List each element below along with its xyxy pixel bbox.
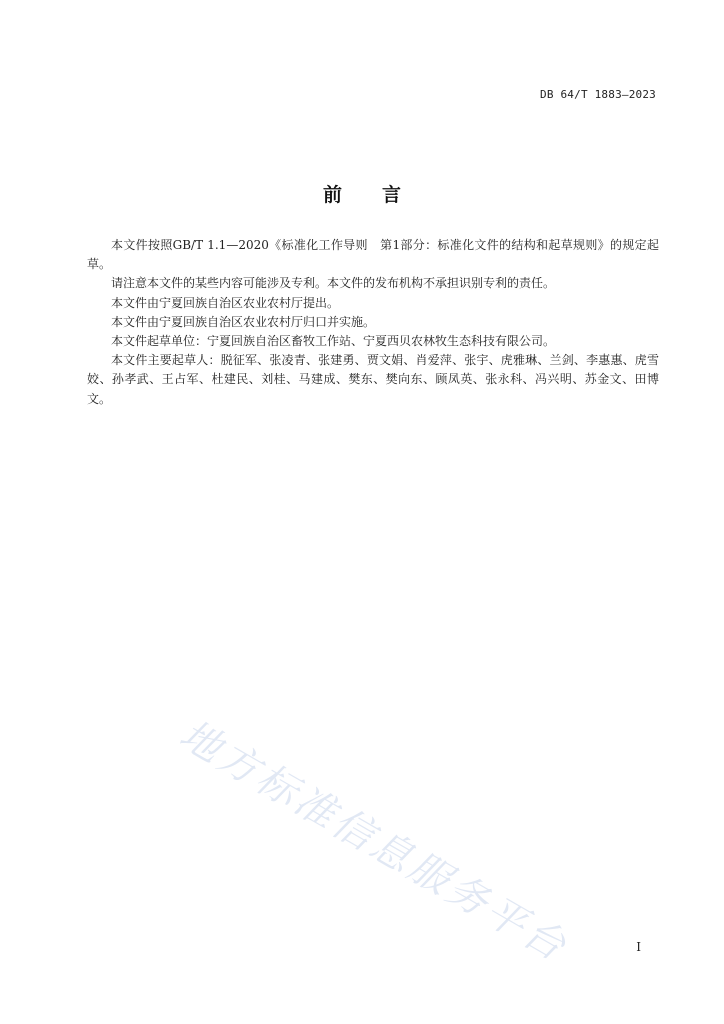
document-code: DB 64/T 1883—2023 (540, 88, 656, 101)
watermark: 地方标准信息服务平台 (171, 711, 576, 972)
paragraph-patent-notice: 请注意本文件的某些内容可能涉及专利。本文件的发布机构不承担识别专利的责任。 (111, 276, 556, 291)
page-number: I (636, 940, 641, 954)
paragraph-drafting-units: 本文件起草单位：宁夏回族自治区畜牧工作站、宁夏西贝农林牧生态科技有限公司。 (111, 334, 556, 349)
paragraph-proposer: 本文件由宁夏回族自治区农业农村厅提出。 (111, 295, 340, 310)
paragraph-drafters: 本文件主要起草人：脱征军、张凌青、张建勇、贾文娟、肖爱萍、张宇、虎雅琳、兰剑、李惠惠、虎雪姣、孙孝武、王占军、杜建民、刘桂、马建成、樊东、樊向东、顾凤英、张永科、冯兴明、苏金文、田博文。 (87, 353, 659, 406)
foreword-body (87, 236, 659, 409)
page-title: 前言 (322, 184, 441, 206)
paragraph-administrator: 本文件由宁夏回族自治区农业农村厅归口并实施。 (111, 314, 376, 329)
paragraph-drafting-rules: 本文件按照GB/T 1.1—2020《标准化工作导则 第1部分：标准化文件的结构和起草规则》的规定起草。 (87, 238, 659, 272)
